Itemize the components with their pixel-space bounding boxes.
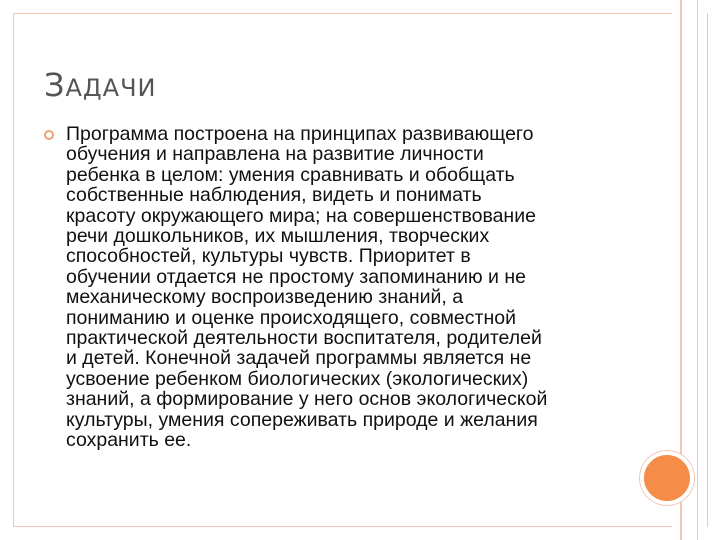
band-line <box>697 0 698 540</box>
band-line <box>707 13 708 527</box>
bullet-text: Программа построена на принципах развивающего обучения и направлена на развитие личности ребенка в целом: умения сравнивать и обобщать собственные наблюдения, видеть и понимать красоту окружающего мира; на совершенствование речи дошкольников, их мышления, творческих способностей, культуры чувств. Приоритет в обучении отдается не простому запоминанию и не механическому воспроизведению знаний, а пониманию и оценке происходящего, совместной практической деятельности воспитателя, родителей и детей. Конечной задачей программы является не усвоение ребенком биологических (экологических) знаний, а формирование у него основ экологической культуры, умения сопереживать природе и желания сохранить ее. <box>66 123 548 452</box>
frame-bottom-line <box>13 526 673 527</box>
frame-top-line <box>13 13 707 14</box>
slide-title-rest: АДАЧИ <box>65 74 157 102</box>
slide-title-initial: З <box>44 66 66 104</box>
frame-left-line <box>13 13 14 527</box>
bullet-circle-icon <box>44 130 54 140</box>
decorative-circle-icon <box>640 451 694 505</box>
slide-title <box>44 66 157 104</box>
